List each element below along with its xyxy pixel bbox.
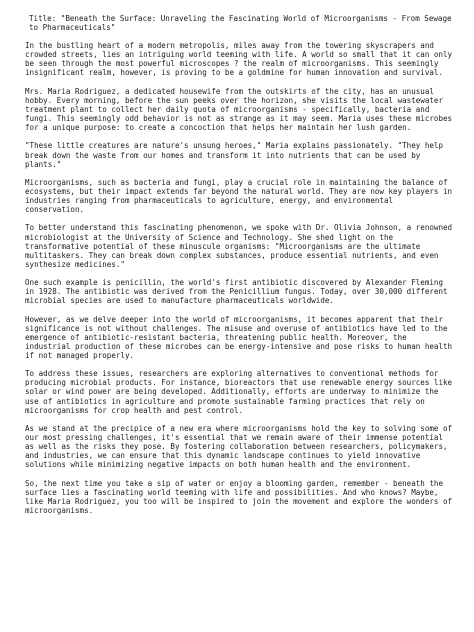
paragraph-challenges: However, as we delve deeper into the world of microorganisms, it becomes apparent that their significance is not without challenges. The misuse and overuse of antibiotics have led to the emergence of antibiotic-resistant bacteria, threatening public health. Moreover, the industrial production of these microbes can be energy-intensive and pose risks to human health if not managed properly.: [25, 314, 453, 360]
paragraph-ecosystem-role: Microorganisms, such as bacteria and fungi, play a crucial role in maintaining the balance of ecosystems, but their impact extends far beyond the natural world. They are now key players in industries ranging from pharmaceuticals to agriculture, energy, and environmental conservation.: [25, 177, 453, 215]
paragraph-maria-quote: "These little creatures are nature's unsung heroes," Maria explains passionately. "They help break down the waste from our homes and transform it into nutrients that can be used by plants.": [25, 141, 444, 169]
paragraph-penicillin: One such example is penicillin, the world's first antibiotic discovered by Alexander Fleming in 1928. The antibiotic was derived from the Penicillium fungus. Today, over 30,000 different microbial species are used to manufacture pharmaceuticals worldwide.: [25, 278, 448, 306]
document-title: Title: "Beneath the Surface: Unraveling the Fascinating World of Microorganisms - From Sewage to Pharmaceuticals": [29, 14, 457, 33]
paragraph-maria-hobby: Mrs. Maria Rodriguez, a dedicated housewife from the outskirts of the city, has an unusual hobby. Every morning, before the sun peeks over the horizon, she visits the local wastewater treatment plant to collect her daily quota of microorganisms - specifically, bacteria and fungi. This seemingly odd behavior is not as strange as it may seem. Maria uses these microbes for a unique purpose: to create a concoction that helps her maintain her lush garden.: [25, 86, 453, 133]
paragraph-conclusion: So, the next time you take a sip of water or enjoy a blooming garden, remember - beneath the surface lies a fascinating world teeming with life and possibilities. And who knows? Maybe, like Maria Rodriguez, you too will be inspired to join the movement and explore the wonders of microorganisms.: [25, 478, 453, 515]
paragraph-dr-johnson: To better understand this fascinating phenomenon, we spoke with Dr. Olivia Johnson, a renowned microbiologist at the University of Science and Technology. She shed light on the transformative potential of these minuscule organisms: "Microorganisms are the ultimate multitaskers. They can break down complex substances, produce essential nutrients, and even synthesize medicines.": [25, 223, 453, 269]
paragraph-intro: In the bustling heart of a modern metropolis, miles away from the towering skyscrapers and crowded streets, lies an intriguing world teeming with life. A world so small that it can only be seen through the most powerful microscopes ? the realm of microorganisms. This seemingly insignificant realm, however, is proving to be a goldmine for human innovation and survival.: [25, 41, 453, 78]
document-page: [25, 14, 457, 524]
paragraph-new-era: As we stand at the precipice of a new era where microorganisms hold the key to solving some of our most pressing challenges, it's essential that we remain aware of their immense potential as well as the risks they pose. By fostering collaboration between researchers, policymakers, and industries, we can ensure that this dynamic landscape continues to yield innovative solutions while minimizing negative impacts on both human health and the environment.: [25, 423, 453, 470]
paragraph-alternatives: To address these issues, researchers are exploring alternatives to conventional methods for producing microbial products. For instance, bioreactors that use renewable energy sources like solar or wind power are being developed. Additionally, efforts are underway to minimize the use of antibiotics in agriculture and promote sustainable farming practices that rely on microorganisms for crop health and pest control.: [25, 369, 453, 415]
